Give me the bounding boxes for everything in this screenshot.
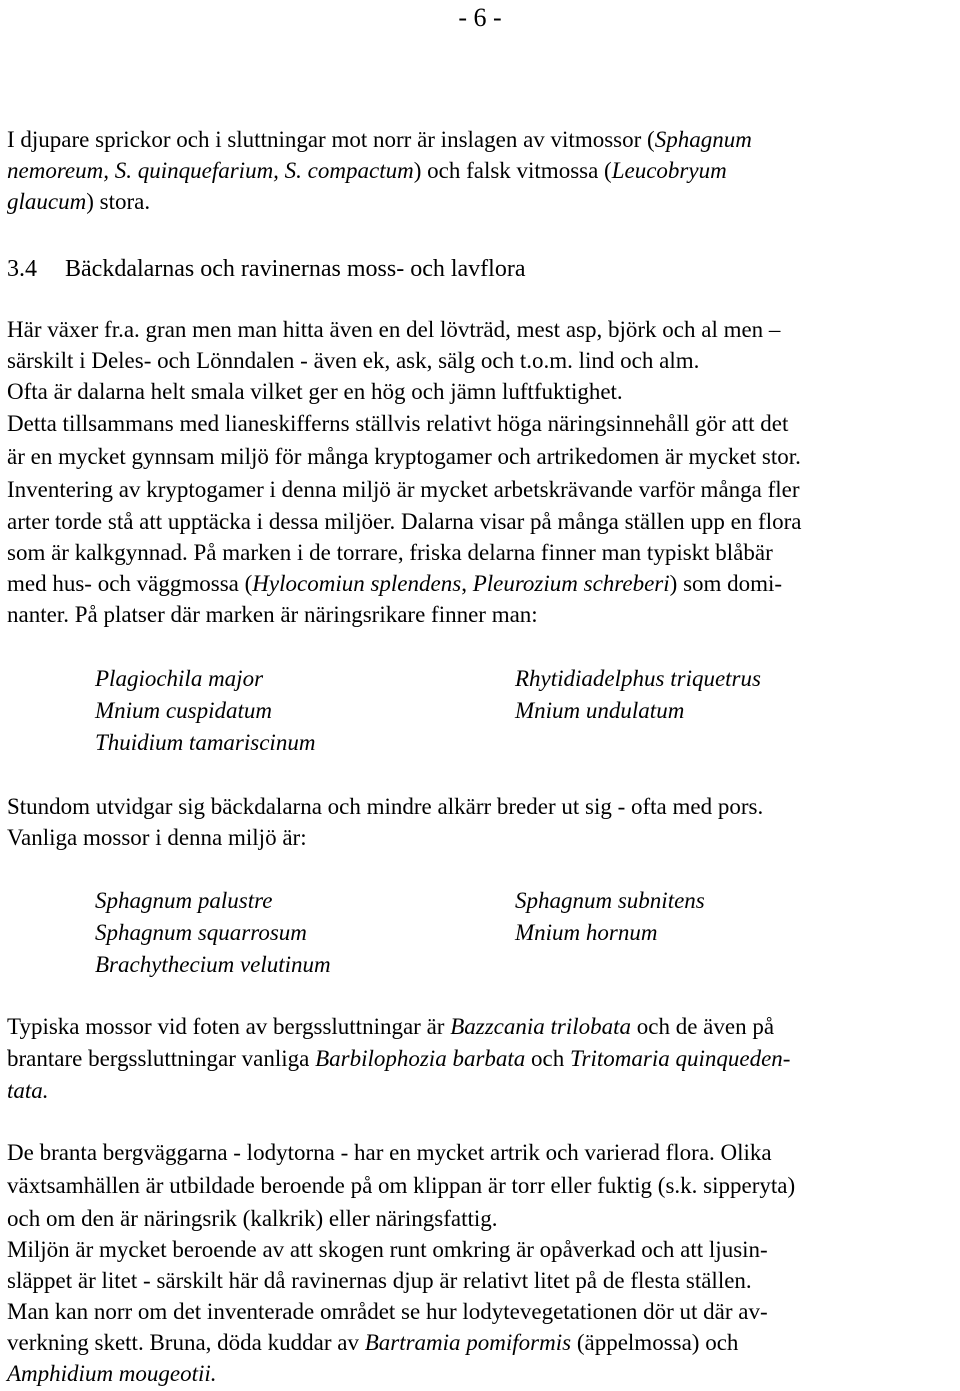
species-name: nemoreum, S. quinquefarium, S. compactum [7, 158, 414, 183]
species-name: Tritomaria quinqueden- [570, 1046, 791, 1071]
species-name: Bazzcania trilobata [450, 1014, 632, 1039]
species-list-2-item: Sphagnum squarrosum [95, 920, 307, 945]
species-list-2-item: Sphagnum palustre [95, 888, 273, 913]
para4-line-3 [7, 1077, 49, 1105]
para5-line-6: Man kan norr om det inventerade området se hur lodytevegetationen dör ut där av- [7, 1299, 768, 1324]
species-list-1-item: Rhytidiadelphus triquetrus [515, 666, 761, 691]
species-name: Amphidium mougeotii. [7, 1361, 217, 1386]
para2-line-8: som är kalkgynnad. På marken i de torrare, friska delarna finner man typiskt blåbär [7, 540, 773, 565]
species-name: Pleurozium schreberi [472, 571, 670, 596]
para5-line-4: Miljön är mycket beroende av att skogen runt omkring är opåverkad och att ljusin- [7, 1237, 768, 1262]
para5-line-2: växtsamhällen är utbildade beroende på om klippan är torr eller fuktig (s.k. sipperyta) [7, 1173, 796, 1198]
para5-line-7 [7, 1329, 738, 1357]
species-list-1-item: Mnium cuspidatum [95, 698, 272, 723]
species-list-2-item: Brachythecium velutinum [95, 952, 331, 977]
text: , [461, 571, 473, 596]
para2-line-9 [7, 570, 782, 598]
para5-line-8 [7, 1360, 217, 1388]
species-list-2-item: Sphagnum subnitens [515, 888, 705, 913]
species-name: Bartramia pomiformis [364, 1330, 572, 1355]
species-list-1-item: Mnium undulatum [515, 698, 685, 723]
para1-line-1 [7, 126, 752, 154]
species-name: Barbilophozia barbata [315, 1046, 526, 1071]
para1-line-3 [7, 188, 150, 216]
text: (äppelmossa) och [571, 1330, 739, 1355]
text: Typiska mossor vid foten av bergssluttningar är [7, 1014, 451, 1039]
species-name: Leucobryum [611, 158, 727, 183]
text: ) stora. [86, 189, 151, 214]
para3-line-1: Stundom utvidgar sig bäckdalarna och mindre alkärr breder ut sig - ofta med pors. [7, 794, 764, 819]
para3-line-2: Vanliga mossor i denna miljö är: [7, 825, 307, 850]
text: och [525, 1046, 571, 1071]
species-list-1-item: Thuidium tamariscinum [95, 730, 316, 755]
para5-line-1: De branta bergväggarna - lodytorna - har en mycket artrik och varierad flora. Olika [7, 1140, 772, 1165]
species-list-2-item: Mnium hornum [515, 920, 658, 945]
text: I djupare sprickor och i sluttningar mot norr är inslagen av vitmossor ( [7, 127, 655, 152]
para5-line-5: släppet är litet - särskilt här då ravinernas djup är relativt litet på de flesta ställen. [7, 1268, 752, 1293]
page-number: - 6 - [458, 3, 502, 32]
para2-line-10: nanter. På platser där marken är näringsrikare finner man: [7, 602, 538, 627]
text: med hus- och väggmossa ( [7, 571, 253, 596]
para2-line-6: Inventering av kryptogamer i denna miljö är mycket arbetskrävande varför många fler [7, 477, 800, 502]
text: ) som domi- [669, 571, 783, 596]
para2-line-4: Detta tillsammans med lianeskifferns ställvis relativt höga näringsinnehåll gör att det [7, 411, 789, 436]
para4-line-1 [7, 1013, 774, 1041]
para2-line-5: är en mycket gynnsam miljö för många kryptogamer och artrikedomen är mycket stor. [7, 444, 801, 469]
para2-line-2: särskilt i Deles- och Lönndalen - även ek, ask, sälg och t.o.m. lind och alm. [7, 348, 700, 373]
species-list-1-item: Plagiochila major [95, 666, 264, 691]
para4-line-2 [7, 1045, 790, 1073]
text: och de även på [631, 1014, 775, 1039]
species-name: tata. [7, 1078, 49, 1103]
section-title: Bäckdalarnas och ravinernas moss- och lavflora [65, 256, 526, 282]
text: verkning skett. Bruna, döda kuddar av [7, 1330, 365, 1355]
para2-line-3: Ofta är dalarna helt smala vilket ger en hög och jämn luftfuktighet. [7, 379, 623, 404]
species-name: glaucum [7, 189, 87, 214]
text: ) och falsk vitmossa ( [413, 158, 612, 183]
section-heading [7, 254, 526, 284]
text: brantare bergssluttningar vanliga [7, 1046, 316, 1071]
para1-line-2 [7, 157, 727, 185]
species-name: Sphagnum [654, 127, 752, 152]
para5-line-3: och om den är näringsrik (kalkrik) eller näringsfattig. [7, 1206, 498, 1231]
section-number: 3.4 [7, 256, 37, 282]
para2-line-7: arter torde stå att upptäcka i dessa miljöer. Dalarna visar på många ställen upp en flora [7, 509, 802, 534]
para2-line-1: Här växer fr.a. gran men man hitta även en del lövträd, mest asp, björk och al men – [7, 317, 781, 342]
species-name: Hylocomiun splendens [252, 571, 462, 596]
